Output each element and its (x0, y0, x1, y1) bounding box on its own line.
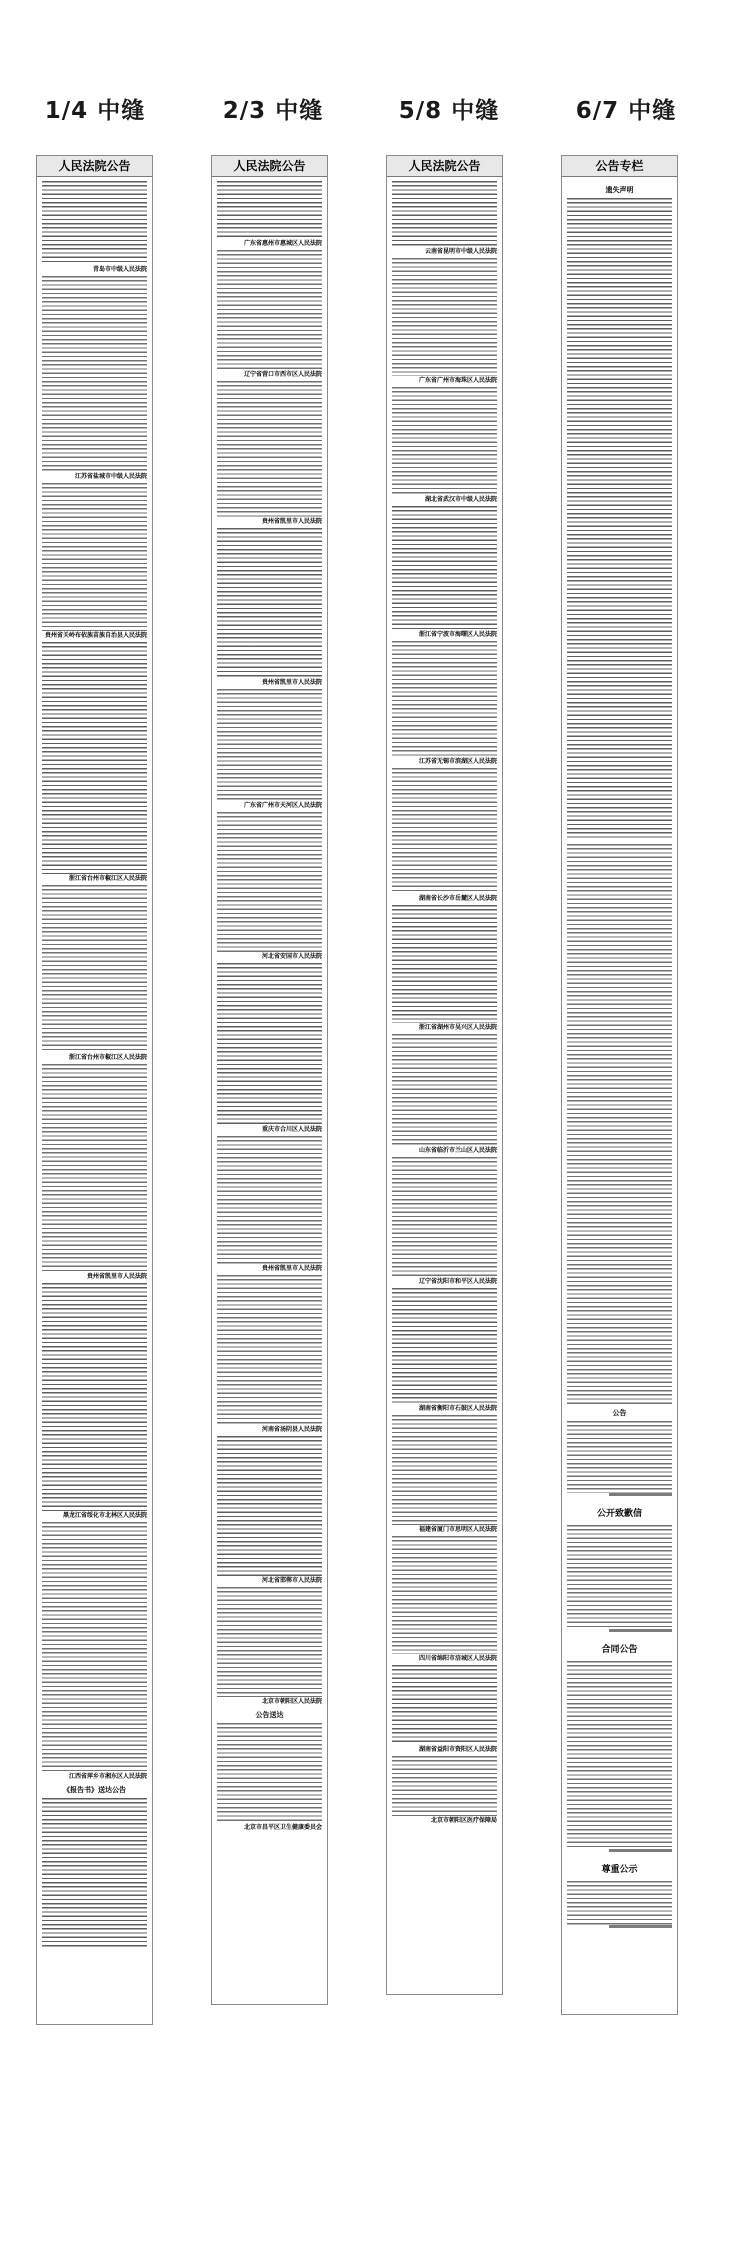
notice-column-2 (211, 155, 328, 2005)
notice-text (392, 641, 497, 757)
court-signature: 北京市朝阳区人民法院 (261, 1698, 322, 1705)
notice-text (217, 381, 322, 517)
notice-text (567, 198, 672, 838)
notice-text (567, 1421, 672, 1493)
notice-text (42, 181, 147, 265)
notice-text (42, 1798, 147, 1948)
notice-text (392, 905, 497, 1023)
notice-text (392, 181, 497, 247)
notice-text (392, 1288, 497, 1404)
court-signature: 浙江省湖州市吴兴区人民法院 (418, 1024, 497, 1031)
notice-text (217, 1436, 322, 1576)
notice-text (217, 181, 322, 239)
section-heading: 公开致歉信 (596, 1509, 642, 1519)
court-signature: 湖南省长沙市岳麓区人民法院 (418, 895, 497, 902)
notice-text (217, 1723, 322, 1823)
notice-text (42, 483, 147, 631)
court-signature: 浙江省台州市椒江区人民法院 (68, 1054, 147, 1061)
column-position-label: 1/4 中缝 (44, 98, 146, 124)
notice-text (392, 768, 497, 894)
court-signature: 贵州省关岭布依族苗族自治县人民法院 (44, 632, 147, 639)
notice-text (42, 276, 147, 472)
notice-text (392, 1034, 497, 1146)
court-signature: 河北省邯郸市人民法院 (261, 1577, 322, 1584)
court-signature: 湖南省益阳市资阳区人民法院 (418, 1746, 497, 1753)
notice-column-4 (561, 155, 678, 2015)
court-signature: 山东省临沂市兰山区人民法院 (418, 1147, 497, 1154)
column-header: 人民法院公告 (387, 156, 502, 177)
column-body (562, 177, 677, 1928)
notice-signature: 北京市昌平区卫生健康委员会 (243, 1824, 322, 1831)
court-signature: 广东省广州市海珠区人民法院 (418, 377, 497, 384)
notice-text (392, 1415, 497, 1525)
column-position-label: 2/3 中缝 (222, 98, 324, 124)
notice-text (567, 1525, 672, 1629)
court-signature: 浙江省宁波市海曙区人民法院 (418, 631, 497, 638)
notice-text (392, 506, 497, 630)
court-signature: 青岛市中级人民法院 (92, 266, 147, 273)
court-signature: 湖南省衡阳市石鼓区人民法院 (418, 1405, 497, 1412)
court-signature: 江西省萍乡市湘东区人民法院 (68, 1773, 147, 1780)
section-heading: 公告 (612, 1409, 627, 1417)
notice-text (217, 689, 322, 801)
section-heading: 合同公告 (601, 1645, 638, 1655)
column-position-label: 6/7 中缝 (575, 98, 677, 124)
notice-subheading: 公告送达 (255, 1711, 284, 1719)
notice-text (42, 1064, 147, 1272)
column-body (212, 177, 327, 1832)
signature-line (609, 1925, 672, 1928)
column-header: 人民法院公告 (37, 156, 152, 177)
notice-text (217, 963, 322, 1125)
court-signature: 贵州省凯里市人民法院 (261, 518, 322, 525)
notice-text (217, 1275, 322, 1425)
notice-text (217, 1587, 322, 1697)
notice-text (392, 1756, 497, 1816)
column-header: 公告专栏 (562, 156, 677, 177)
notice-column-1 (36, 155, 153, 2025)
court-signature: 湖北省武汉市中级人民法院 (424, 496, 497, 503)
notice-text (42, 885, 147, 1053)
court-signature: 辽宁省营口市西市区人民法院 (243, 371, 322, 378)
notice-text (217, 1136, 322, 1264)
section-heading: 遗失声明 (605, 186, 634, 194)
court-signature: 广东省广州市天河区人民法院 (243, 802, 322, 809)
court-signature: 广东省惠州市惠城区人民法院 (243, 240, 322, 247)
notice-text (42, 1522, 147, 1772)
column-body (37, 177, 152, 1948)
notice-subheading: 《报告书》送达公告 (63, 1786, 126, 1794)
column-body (387, 177, 502, 1825)
notice-text (392, 387, 497, 495)
signature-line (609, 1849, 672, 1852)
notice-text (392, 1665, 497, 1745)
court-signature: 贵州省凯里市人民法院 (261, 679, 322, 686)
notice-signature: 北京市朝阳区医疗保障局 (430, 1817, 497, 1824)
court-signature: 贵州省凯里市人民法院 (86, 1273, 147, 1280)
court-signature: 贵州省凯里市人民法院 (261, 1265, 322, 1272)
section-heading: 尊重公示 (601, 1865, 638, 1875)
court-signature: 云南省昆明市中级人民法院 (424, 248, 497, 255)
court-signature: 浙江省台州市椒江区人民法院 (68, 875, 147, 882)
notice-text (567, 1661, 672, 1849)
notice-text (392, 1157, 497, 1277)
notice-text (217, 250, 322, 370)
notice-text (392, 1536, 497, 1654)
court-signature: 河南省汤阴县人民法院 (261, 1426, 322, 1433)
signature-line (609, 1493, 672, 1496)
court-signature: 江苏省盐城市中级人民法院 (74, 473, 147, 480)
notice-text (567, 844, 672, 1404)
column-position-label: 5/8 中缝 (398, 98, 500, 124)
court-signature: 江苏省无锡市滨湖区人民法院 (418, 758, 497, 765)
column-header: 人民法院公告 (212, 156, 327, 177)
court-signature: 重庆市合川区人民法院 (261, 1126, 322, 1133)
notice-text (217, 812, 322, 952)
notice-column-3 (386, 155, 503, 1995)
notice-text (42, 1283, 147, 1511)
court-signature: 河北省安国市人民法院 (261, 953, 322, 960)
court-signature: 黑龙江省绥化市北林区人民法院 (62, 1512, 147, 1519)
notice-text (42, 642, 147, 874)
court-signature: 辽宁省沈阳市和平区人民法院 (418, 1278, 497, 1285)
court-signature: 福建省厦门市思明区人民法院 (418, 1526, 497, 1533)
court-signature: 四川省绵阳市涪城区人民法院 (418, 1655, 497, 1662)
notice-text (567, 1881, 672, 1925)
signature-line (609, 1629, 672, 1632)
notice-text (217, 528, 322, 678)
notice-text (392, 258, 497, 376)
